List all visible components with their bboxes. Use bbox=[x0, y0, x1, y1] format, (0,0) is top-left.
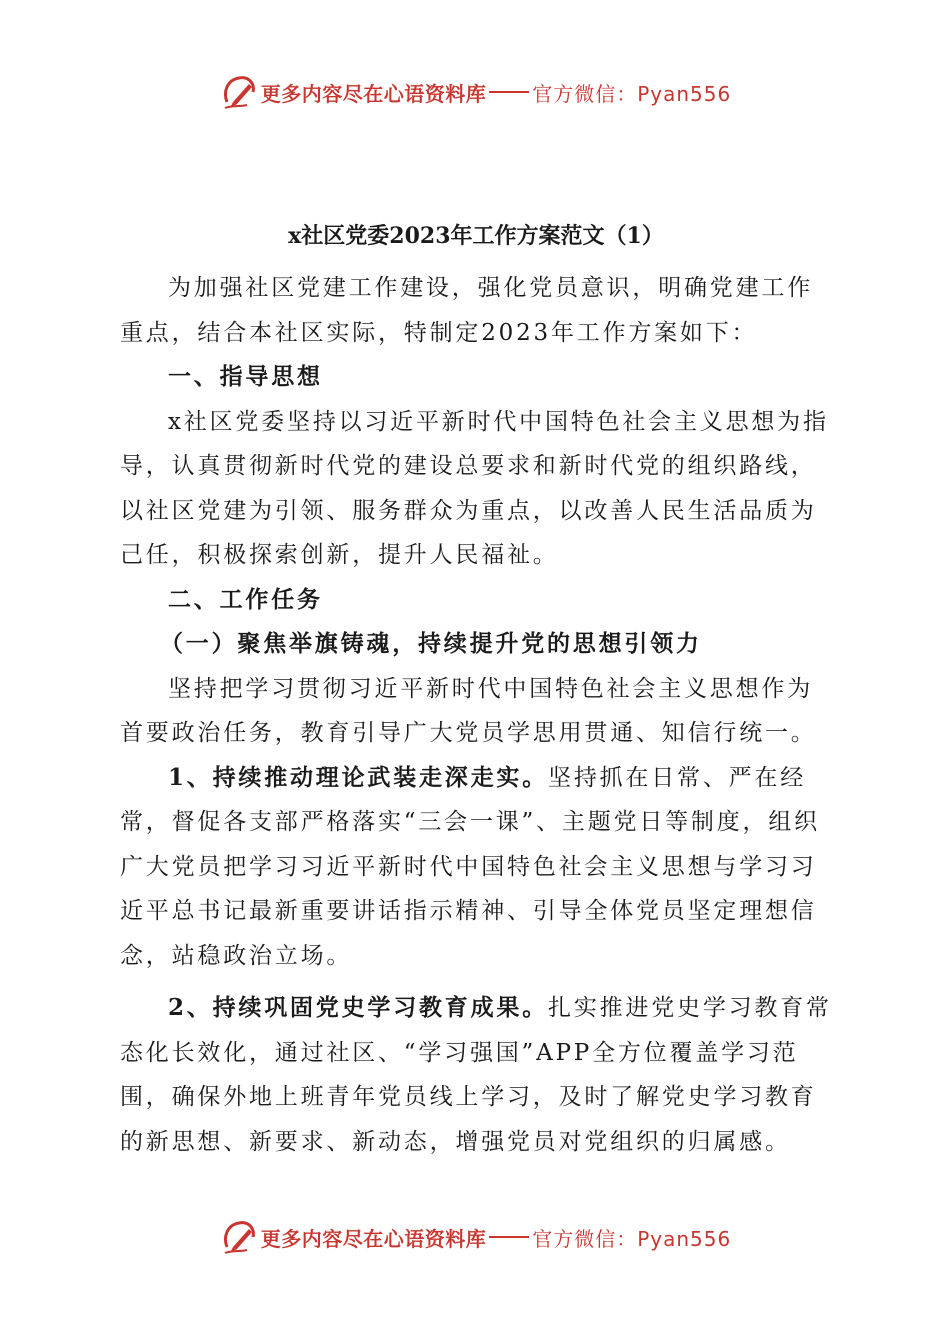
watermark-banner-top bbox=[0, 68, 950, 116]
item1-lead: 1、持续推动理论武装走深走实。 bbox=[168, 763, 549, 791]
pen-logo-icon bbox=[219, 1217, 259, 1257]
watermark-dash bbox=[489, 1236, 529, 1238]
watermark-text: 更多内容尽在心语资料库 bbox=[260, 1226, 487, 1251]
watermark-text: 更多内容尽在心语资料库 bbox=[260, 81, 487, 106]
section1-heading: 一、指导思想 bbox=[168, 363, 323, 390]
item1-body: 坚持抓在日常、严在经常，督促各支部严格落实“三会一课”、主题党日等制度，组织广大党员把学习习近平新时代中国特色社会主义思想与学习习近平总书记最新重要讲话指示精神、引导全体党员坚定理想信念，站稳政治立场。 bbox=[120, 764, 820, 969]
subsection1-heading: （一）聚焦举旗铸魂，持续提升党的思想引领力 bbox=[160, 630, 702, 657]
item2-lead: 2、持续巩固党史学习教育成果。 bbox=[168, 994, 549, 1021]
watermark-dash bbox=[489, 91, 529, 93]
item1-paragraph bbox=[120, 756, 832, 979]
watermark-contact: 官方微信：Pyan556 bbox=[532, 81, 732, 106]
item2-paragraph bbox=[120, 986, 832, 1164]
section2-heading: 二、工作任务 bbox=[168, 585, 323, 613]
subsection1-paragraph: 坚持把学习贯彻习近平新时代中国特色社会主义思想作为首要政治任务，教育引导广大党员学思用贯通、知信行统一。 bbox=[120, 675, 817, 746]
intro-paragraph: 为加强社区党建工作建设，强化党员意识，明确党建工作重点，结合本社区实际，特制定2023年工作方案如下： bbox=[120, 275, 813, 346]
pen-logo-icon bbox=[219, 72, 259, 112]
watermark-banner-bottom bbox=[0, 1213, 950, 1261]
document-title: x社区党委2023年工作方案范文（1） bbox=[288, 223, 664, 249]
section1-paragraph: x社区党委坚持以习近平新时代中国特色社会主义思想为指导，认真贯彻新时代党的建设总要求和新时代党的组织路线，以社区党建为引领、服务群众为重点，以改善人民生活品质为己任，积极探索创新，提升人民福祉。 bbox=[120, 408, 829, 568]
document-body bbox=[120, 214, 832, 1164]
item2-body: 扎实推进党史学习教育常态化长效化，通过社区、“学习强国”APP全方位覆盖学习范围，确保外地上班青年党员线上学习，及时了解党史学习教育的新思想、新要求、新动态，增强党员对党组织的归属感。 bbox=[120, 995, 832, 1155]
watermark-contact: 官方微信：Pyan556 bbox=[532, 1226, 732, 1251]
